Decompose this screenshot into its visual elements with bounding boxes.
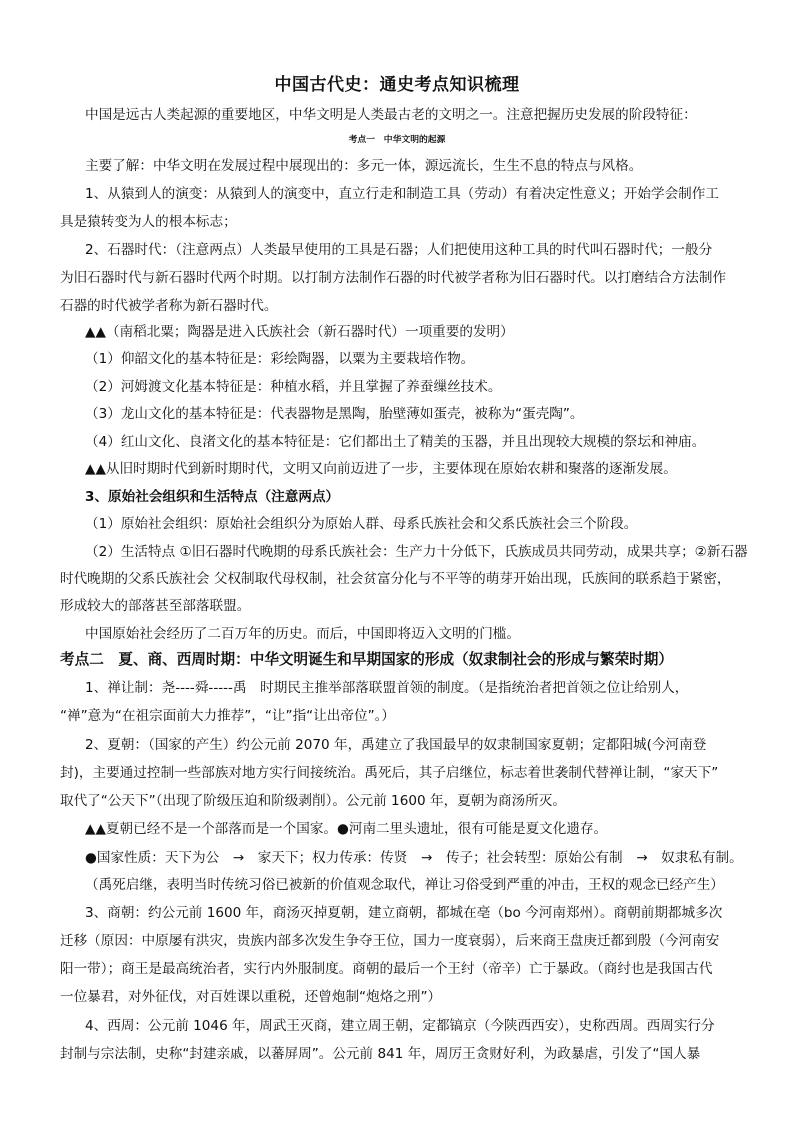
paragraph-line: 2、石器时代：（注意两点）人类最早使用的工具是石器；人们把使用这种工具的时代叫石器时代；一般分: [85, 242, 713, 258]
paragraph-line: 取代了“公天下”（出现了阶级压迫和阶级剥削）。公元前 1600 年，夏朝为商汤所灭。: [60, 793, 566, 809]
paragraph-line: “禅”意为“在祖宗面前大力推荐”，“让”指“让出帝位”。）: [60, 708, 396, 724]
paragraph-line: （2）生活特点 ①旧石器时代晚期的母系氏族社会：生产力十分低下，氏族成员共同劳动，成果共享；②新石器: [85, 544, 748, 560]
paragraph-line: （2）河姆渡文化基本特征是：种植水稻，并且掌握了养蚕缫丝技术。: [85, 379, 502, 395]
paragraph-line: 石器的时代被学者称为新石器时代。: [60, 298, 278, 314]
paragraph-line: 4、西周：公元前 1046 年，周武王灭商，建立周王朝，定都镐京（今陕西西安），史称西周。西周实行分: [85, 1018, 715, 1034]
paragraph-line: 2、夏朝：（国家的产生）约公元前 2070 年，禹建立了我国最早的奴隶制国家夏朝；定都阳城(今河南登: [85, 737, 707, 753]
paragraph-line: 1、禅让制：尧----舜-----禹 时期民主推举部落联盟首领的制度。（是指统治者把首领之位让给别人，: [85, 680, 689, 696]
paragraph-line: 3、商朝：约公元前 1600 年，商汤灭掉夏朝，建立商朝，都城在亳（bo 今河南郑州）。商朝前期都城多次: [85, 905, 723, 921]
paragraph-line: 3、原始社会组织和生活特点（注意两点）: [85, 489, 340, 505]
paragraph-line: ▲▲（南稻北粟；陶器是进入氏族社会（新石器时代）一项重要的发明）: [85, 324, 514, 340]
paragraph-line: 一位暴君，对外征伐，对百姓课以重税，还曾炮制“炮烙之刑”）: [60, 989, 442, 1005]
paragraph-line: 时代晚期的父系氏族社会 父权制取代母权制，社会贫富分化与不平等的萌芽开始出现，氏族间的联系趋于紧密，: [60, 571, 731, 587]
paragraph-line: 形成较大的部落甚至部落联盟。: [60, 598, 251, 614]
paragraph-line: 为旧石器时代与新石器时代两个时期。以打制方法制作石器的时代被学者称为旧石器时代。以打磨结合方法制作: [60, 270, 727, 286]
paragraph-line: ▲▲夏朝已经不是一个部落而是一个国家。●河南二里头遗址，很有可能是夏文化遗存。: [85, 821, 608, 837]
paragraph-line: 阳一带）；商王是最高统治者，实行内外服制度。商朝的最后一个王纣（帝辛）亡于暴政。（商纣也是我国古代: [60, 961, 713, 977]
paragraph-line: 具是猿转变为人的根本标志；: [60, 214, 237, 230]
paragraph-line: （1）仰韶文化的基本特征是：彩绘陶器，以粟为主要栽培作物。: [85, 351, 475, 367]
paragraph-line: 封)，主要通过控制一些部族对地方实行间接统治。禹死后，其子启继位，标志着世袭制代替禅让制，“家天下”: [60, 765, 719, 781]
paragraph-line: 迁移（原因：中原屡有洪灾，贵族内部多次发生争夺王位，国力一度衰弱），后来商王盘庚迁都到殷（今河南安: [60, 933, 720, 949]
paragraph-line: ▲▲从旧时期时代到新时期时代，文明又向前迈进了一步，主要体现在原始农耕和聚落的逐渐发展。: [85, 461, 677, 477]
paragraph-line: （禹死启继，表明当时传统习俗已被新的价值观念取代，禅让习俗受到严重的冲击，王权的观念已经产生）: [85, 877, 724, 893]
paragraph-line: 封制与宗法制，史称“封建亲戚，以蕃屏周”。公元前 841 年，周厉王贪财好利，为政暴虐，引发了“国人暴: [60, 1046, 701, 1062]
paragraph-line: 1、从猿到人的演变：从猿到人的演变中，直立行走和制造工具（劳动）有着决定性意义；开始学会制作工: [85, 186, 719, 202]
paragraph-line: 中国原始社会经历了二百万年的历史。而后，中国即将迈入文明的门槛。: [85, 626, 520, 642]
paragraph-line: ●国家性质：天下为公 → 家天下；权力传承：传贤 → 传子；社会转型：原始公有制 → 奴隶私有制。: [85, 850, 743, 866]
paragraph-line: （1）原始社会组织：原始社会组织分为原始人群、母系氏族社会和父系氏族社会三个阶段。: [85, 516, 638, 532]
section-heading-2: 考点二 夏、商、西周时期：中华文明诞生和早期国家的形成（奴隶制社会的形成与繁荣时期）: [60, 651, 673, 668]
paragraph-line: （4）红山文化、良渚文化的基本特征是：它们都出土了精美的玉器，并且出现较大规模的祭坛和神庙。: [85, 434, 706, 450]
document-title: 中国古代史：通史考点知识梳理: [274, 75, 520, 95]
section-heading-1: 考点一 中华文明的起源: [348, 135, 446, 145]
intro-paragraph: 中国是远古人类起源的重要地区，中华文明是人类最古老的文明之一。注意把握历史发展的阶段特征：: [85, 107, 697, 123]
paragraph-line: 主要了解：中华文明在发展过程中展现出的：多元一体，源远流长，生生不息的特点与风格。: [85, 158, 643, 174]
paragraph-line: （3）龙山文化的基本特征是：代表器物是黑陶，胎壁薄如蛋壳，被称为“蛋壳陶”。: [85, 406, 584, 422]
